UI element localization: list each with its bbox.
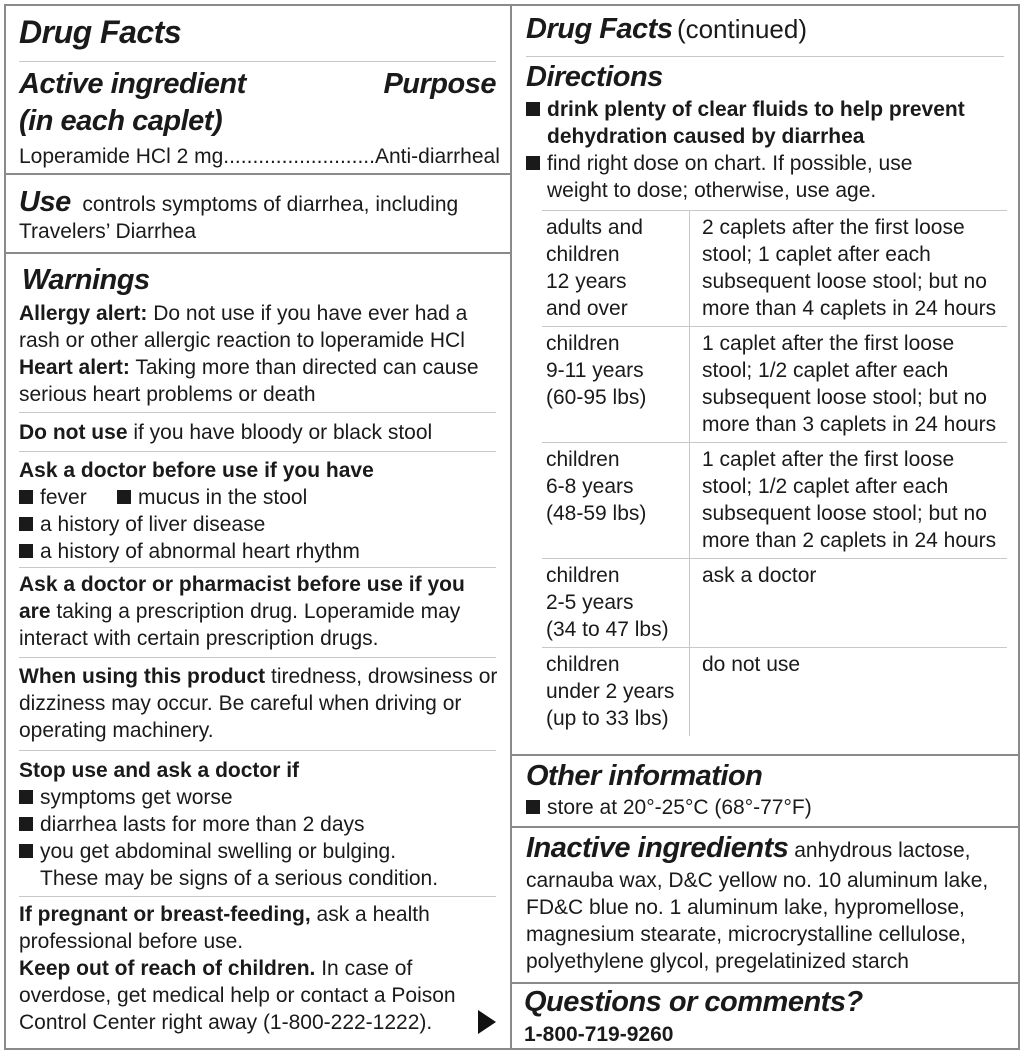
page-title: Drug Facts: [19, 14, 182, 50]
list-item: [19, 811, 365, 838]
list-item-text: mucus in the stool: [138, 486, 308, 509]
table-row: [542, 327, 1007, 443]
keep-out-text: In case of: [321, 957, 413, 980]
list-item-text: diarrhea lasts for more than 2 days: [40, 813, 365, 836]
purpose-heading: Purpose: [383, 68, 496, 100]
table-row: [542, 211, 1007, 327]
direction-item: [526, 96, 965, 123]
title-suffix: (continued): [676, 14, 808, 44]
age-cell: children 9-11 years (60-95 lbs): [542, 327, 690, 443]
table-row: [542, 648, 1007, 737]
inactive-heading: Inactive ingredients: [526, 832, 789, 864]
bullet-square-icon: [526, 156, 540, 170]
list-item: [19, 538, 360, 565]
inactive-text-4: magnesium stearate, microcrystalline cellulose,: [526, 923, 967, 946]
ask-pharmacist-heading: Ask a doctor or pharmacist before use if you: [19, 573, 465, 596]
storage-text: store at 20°-25°C (68°-77°F): [547, 796, 812, 819]
list-item: [19, 838, 396, 865]
keep-out-label: Keep out of reach of children.: [19, 957, 316, 980]
questions-heading: Questions or comments?: [524, 986, 863, 1018]
active-ingredient-heading: Active ingredient: [19, 68, 246, 100]
allergy-text: Do not use if you have ever had a: [153, 302, 468, 325]
ask-doctor-heading: Ask a doctor before use if you have: [19, 459, 374, 482]
divider: [19, 657, 496, 658]
keep-out-text-3: Control Center right away (1-800-222-1222).: [19, 1011, 433, 1034]
pregnant-text: ask a health: [316, 903, 430, 926]
dose-chart: [542, 210, 1007, 736]
inactive-text: anhydrous lactose,: [794, 839, 971, 862]
divider: [19, 750, 496, 751]
direction-text: drink plenty of clear fluids to help prevent: [547, 98, 965, 121]
direction-text-2: dehydration caused by diarrhea: [547, 125, 865, 148]
list-item: [117, 484, 307, 511]
list-item: [19, 511, 265, 538]
dose-cell: do not use: [690, 648, 1008, 737]
bullet-square-icon: [19, 817, 33, 831]
continued-title: [526, 13, 807, 46]
divider: [19, 567, 496, 568]
when-using: [19, 663, 497, 690]
age-cell: children 2-5 years (34 to 47 lbs): [542, 559, 690, 648]
ask-pharmacist-text: [19, 598, 460, 625]
when-using-text: tiredness, drowsiness or: [271, 665, 498, 688]
arrow-right-icon: [478, 1010, 496, 1034]
keep-out-text-2: overdose, get medical help or contact a Poison: [19, 984, 456, 1007]
bullet-square-icon: [19, 544, 33, 558]
list-item-text: symptoms get worse: [40, 786, 233, 809]
divider: [19, 61, 496, 62]
section-divider: [512, 754, 1018, 756]
heart-text: Taking more than directed can cause: [135, 356, 479, 379]
direction-text-2: weight to dose; otherwise, use age.: [547, 179, 877, 202]
dose-cell: 2 caplets after the first loose stool; 1 caplet after each subsequent loose stool; but no more than 4 caplets in 24 hours: [690, 211, 1008, 327]
list-item-text: fever: [40, 486, 87, 509]
direction-text: find right dose on chart. If possible, use: [547, 152, 913, 175]
list-item-text: you get abdominal swelling or bulging.: [40, 840, 397, 863]
ask-pharmacist-label-end: are: [19, 600, 51, 623]
ingredient-line: [19, 143, 500, 170]
bullet-square-icon: [19, 517, 33, 531]
section-divider: [512, 826, 1018, 828]
direction-item: [526, 150, 912, 177]
ask-pharmacist-text-2: interact with certain prescription drugs.: [19, 627, 379, 650]
active-ingredient-subheading: (in each caplet): [19, 105, 223, 137]
allergy-text-2: rash or other allergic reaction to loperamide HCl: [19, 329, 465, 352]
age-cell: children under 2 years (up to 33 lbs): [542, 648, 690, 737]
heart-alert: [19, 354, 479, 381]
ask-pharmacist-text-1: taking a prescription drug. Loperamide may: [56, 600, 461, 623]
warnings-heading: Warnings: [22, 264, 150, 296]
ingredient-name: Loperamide HCl 2 mg: [19, 145, 224, 168]
heart-text-2: serious heart problems or death: [19, 383, 316, 406]
allergy-alert: [19, 300, 467, 327]
use-text-1: controls symptoms of diarrhea, including: [82, 193, 459, 216]
drug-facts-left-panel: [4, 4, 512, 1050]
directions-heading: Directions: [526, 61, 663, 93]
divider: [526, 56, 1004, 57]
dose-cell: ask a doctor: [690, 559, 1008, 648]
table-row: [542, 443, 1007, 559]
drug-facts-right-panel: [510, 4, 1020, 1050]
list-item-text: a history of liver disease: [40, 513, 266, 536]
page-title: Drug Facts: [526, 13, 673, 45]
bullet-square-icon: [526, 800, 540, 814]
list-item-text: a history of abnormal heart rhythm: [40, 540, 360, 563]
when-using-label: When using this product: [19, 665, 266, 688]
list-item: [19, 784, 233, 811]
section-divider: [6, 252, 510, 254]
stop-use-heading: Stop use and ask a doctor if: [19, 759, 300, 782]
divider: [19, 451, 496, 452]
do-not-use: [19, 419, 432, 446]
ingredient-purpose: Anti-diarrheal: [374, 145, 500, 168]
age-cell: children 6-8 years (48-59 lbs): [542, 443, 690, 559]
inactive-ingredients: [526, 832, 971, 864]
questions-phone[interactable]: 1-800-719-9260: [524, 1023, 674, 1046]
leader-dots: ..........................: [223, 145, 375, 168]
other-info-heading: Other information: [526, 760, 763, 792]
bullet-square-icon: [117, 490, 131, 504]
age-cell: adults and children 12 years and over: [542, 211, 690, 327]
inactive-text-2: carnauba wax, D&C yellow no. 10 aluminum lake,: [526, 869, 989, 892]
divider: [19, 412, 496, 413]
heart-label: Heart alert:: [19, 356, 130, 379]
use-section: [19, 186, 459, 218]
dose-cell: 1 caplet after the first loose stool; 1/2 caplet after each subsequent loose stool; but no more than 3 caplets in 24 hours: [690, 327, 1008, 443]
bullet-square-icon: [19, 844, 33, 858]
bullet-square-icon: [526, 102, 540, 116]
list-item: [526, 794, 812, 821]
use-heading: Use: [19, 186, 71, 218]
inactive-text-3: FD&C blue no. 1 aluminum lake, hypromellose,: [526, 896, 965, 919]
allergy-label: Allergy alert:: [19, 302, 148, 325]
section-divider: [6, 173, 510, 175]
when-using-text-3: operating machinery.: [19, 719, 214, 742]
keep-out-warning: [19, 955, 412, 982]
do-not-use-text: if you have bloody or black stool: [133, 421, 433, 444]
list-item: [19, 484, 87, 511]
do-not-use-label: Do not use: [19, 421, 128, 444]
use-text-2: Travelers’ Diarrhea: [19, 220, 196, 243]
when-using-text-2: dizziness may occur. Be careful when driving or: [19, 692, 462, 715]
stop-use-continuation: These may be signs of a serious condition.: [40, 867, 439, 890]
divider: [19, 896, 496, 897]
section-divider: [512, 982, 1018, 984]
inactive-text-5: polyethylene glycol, pregelatinized starch: [526, 950, 909, 973]
pregnant-warning: [19, 901, 430, 928]
bullet-square-icon: [19, 790, 33, 804]
table-row: [542, 559, 1007, 648]
bullet-square-icon: [19, 490, 33, 504]
dose-cell: 1 caplet after the first loose stool; 1/2 caplet after each subsequent loose stool; but no more than 2 caplets in 24 hours: [690, 443, 1008, 559]
pregnant-text-2: professional before use.: [19, 930, 244, 953]
pregnant-label: If pregnant or breast-feeding,: [19, 903, 311, 926]
